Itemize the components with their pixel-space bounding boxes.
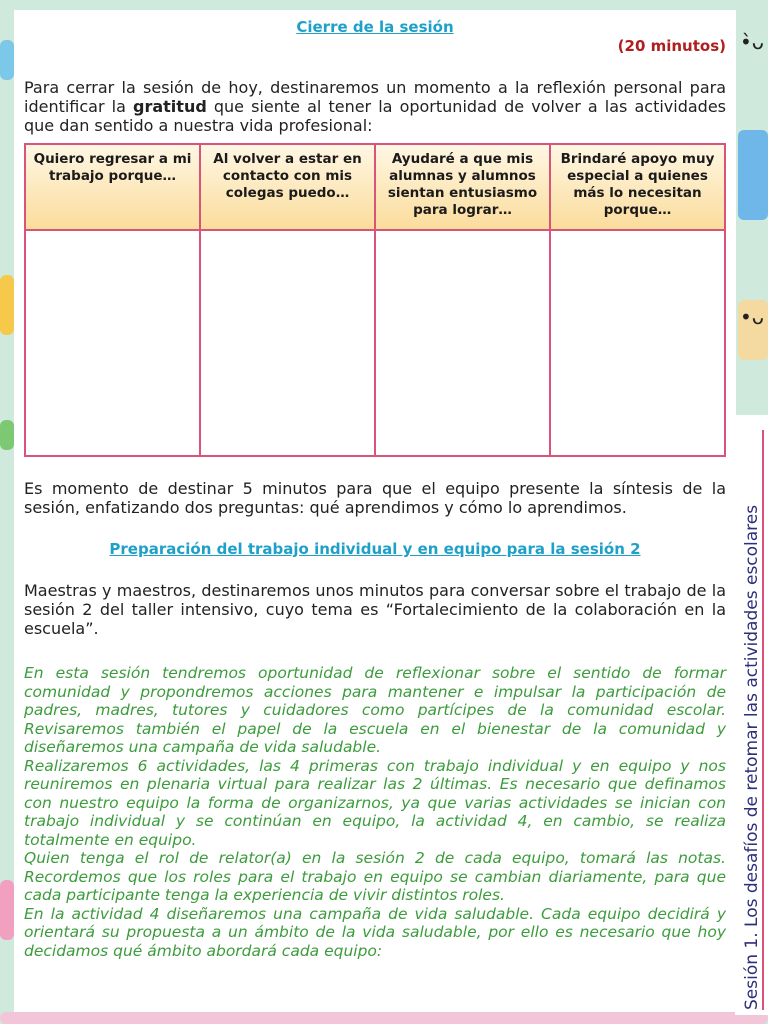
document-page	[14, 10, 736, 1012]
smiley-icon: •ᴗ	[740, 305, 765, 329]
note-paragraph: Quien tenga el rol de relator(a) en la sesión 2 de cada equipo, tomará las notas. Recordemos que los roles para el trabajo en equipo se cambian diariamente, para que cada participante tenga la experiencia de vivir distintos roles.	[24, 849, 726, 904]
note-paragraph: En esta sesión tendremos oportunidad de reflexionar sobre el sentido de formar comunidad y propondremos acciones para mantener e impulsar la participación de padres, madres, tutores y cuidadores como partícipes de la comunidad escolar. Revisaremos también el papel de la escuela en el bienestar de la comunidad y diseñaremos una campaña de vida saludable.	[24, 664, 726, 756]
closing-intro	[24, 78, 726, 135]
table-header: Quiero regresar a mi trabajo porque…	[25, 144, 200, 230]
table-cell	[550, 230, 725, 456]
smiley-icon: •̀ᴗ	[740, 30, 765, 54]
table-header: Brindaré apoyo muy especial a quienes más lo necesitan porque…	[550, 144, 725, 230]
synthesis-paragraph: Es momento de destinar 5 minutos para que el equipo presente la síntesis de la sesión, enfatizando dos preguntas: qué aprendimos y cómo lo aprendimos.	[24, 479, 726, 517]
table-cell	[200, 230, 375, 456]
note-paragraph: En la actividad 4 diseñaremos una campaña de vida saludable. Cada equipo decidirá y orientará su propuesta a un ámbito de la vida saludable, por ello es necesario que hoy decidamos qué ámbito abordará cada equipo:	[24, 904, 726, 960]
note-paragraph: Realizaremos 6 actividades, las 4 primeras con trabajo individual y en equipo y nos reuniremos en plenaria virtual para realizar las 2 últimas. Es necesario que definamos con nuestro equipo la forma de organizarnos, ya que varias actividades se inician con trabajo individual y se continúan en equipo, la actividad 4, en cambio, se realiza totalmente en equipo.	[24, 756, 726, 849]
bg-crayon-left-4	[0, 880, 14, 940]
bg-crayon-left-1	[0, 40, 14, 80]
closing-title: Cierre de la sesión	[296, 18, 454, 36]
sidebar-session-label: Sesión 1. Los desafíos de retomar las actividades escolares	[742, 504, 762, 1010]
closing-intro-bold: gratitud	[133, 97, 207, 116]
bg-crayon-right-1	[738, 130, 768, 220]
preparation-title: Preparación del trabajo individual y en equipo para la sesión 2	[109, 540, 641, 558]
table-cell	[25, 230, 200, 456]
preparation-intro: Maestras y maestros, destinaremos unos minutos para conversar sobre el trabajo de la sesión 2 del taller intensivo, cuyo tema es “Fortalecimiento de la colaboración en la escuela”.	[24, 581, 726, 638]
preparation-notes	[24, 664, 726, 960]
bg-crayon-bottom	[0, 1012, 768, 1024]
closing-intro-before: Para cerrar la sesión de hoy, destinaremos un momento a la reflexión personal para identificar la	[24, 78, 726, 116]
reflection-table	[24, 143, 726, 457]
bg-crayon-left-2	[0, 275, 14, 335]
table-cell	[375, 230, 550, 456]
table-header: Al volver a estar en contacto con mis colegas puedo…	[200, 144, 375, 230]
sidebar-divider	[762, 430, 764, 1010]
closing-duration: (20 minutos)	[617, 37, 726, 55]
table-header: Ayudaré a que mis alumnas y alumnos sientan entusiasmo para lograr…	[375, 144, 550, 230]
closing-intro-after: que siente al tener la oportunidad de volver a las actividades que dan sentido a nuestra vida profesional:	[24, 97, 727, 135]
bg-crayon-left-3	[0, 420, 14, 450]
